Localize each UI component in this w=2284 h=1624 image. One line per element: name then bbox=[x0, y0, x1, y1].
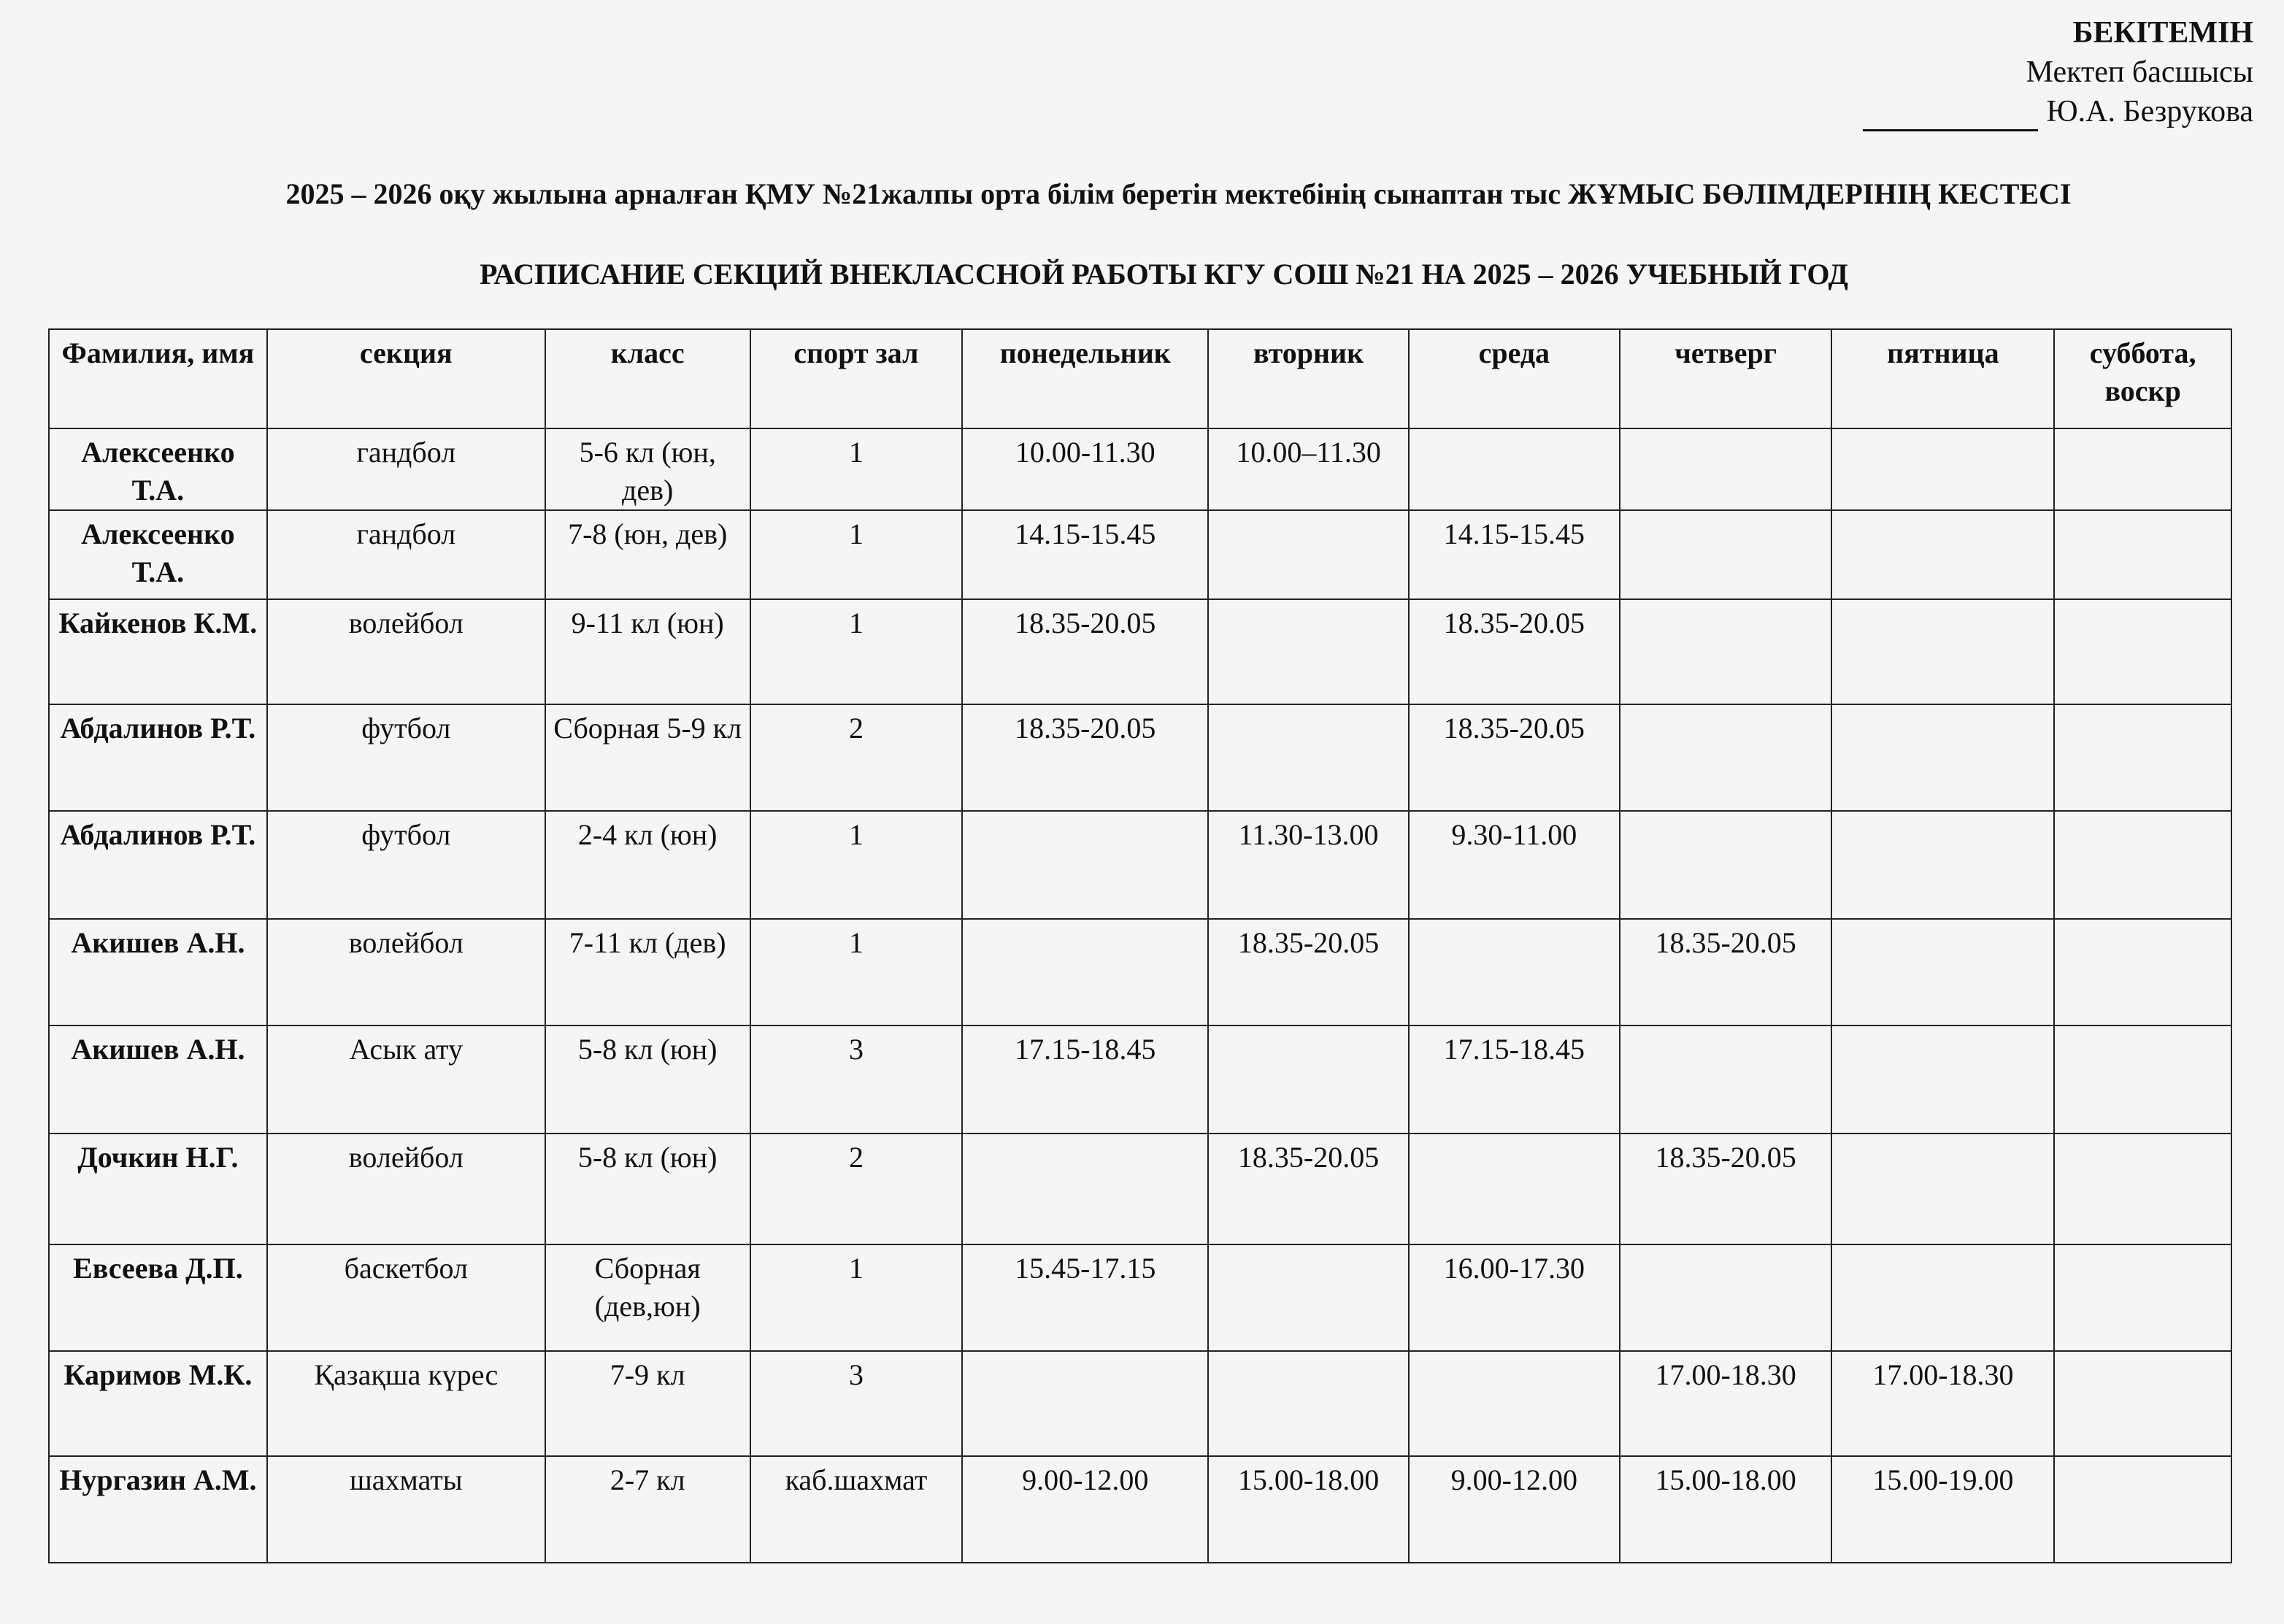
column-header-thursday: четверг bbox=[1620, 329, 1832, 428]
cell-name: Кайкенов К.М. bbox=[49, 599, 267, 704]
cell-wednesday: 18.35-20.05 bbox=[1409, 599, 1620, 704]
table-row bbox=[49, 1134, 2231, 1244]
cell-friday: 17.00-18.30 bbox=[1831, 1351, 2054, 1456]
table-row bbox=[49, 811, 2231, 919]
table-row bbox=[49, 599, 2231, 704]
cell-friday bbox=[1831, 919, 2054, 1025]
cell-class: 9-11 кл (юн) bbox=[545, 599, 750, 704]
cell-name: Каримов М.К. bbox=[49, 1351, 267, 1456]
cell-class: Сборная 5-9 кл bbox=[545, 704, 750, 811]
approval-title: БЕКІТЕМІН bbox=[2072, 16, 2253, 50]
cell-weekend bbox=[2054, 599, 2231, 704]
cell-gym: 1 bbox=[750, 811, 963, 919]
cell-section: гандбол bbox=[267, 428, 545, 510]
signature-line bbox=[1863, 103, 2038, 131]
cell-section: Қазақша күрес bbox=[267, 1351, 545, 1456]
column-header-wednesday: среда bbox=[1409, 329, 1620, 428]
cell-monday bbox=[962, 811, 1208, 919]
cell-wednesday: 14.15-15.45 bbox=[1409, 510, 1620, 599]
cell-class: Сборная (дев,юн) bbox=[545, 1244, 750, 1351]
cell-monday: 10.00-11.30 bbox=[962, 428, 1208, 510]
column-header-name: Фамилия, имя bbox=[49, 329, 267, 428]
cell-class: 5-8 кл (юн) bbox=[545, 1134, 750, 1244]
cell-tuesday: 10.00–11.30 bbox=[1208, 428, 1409, 510]
cell-friday: 15.00-19.00 bbox=[1831, 1456, 2054, 1563]
heading-russian: РАСПИСАНИЕ СЕКЦИЙ ВНЕКЛАССНОЙ РАБОТЫ КГУ СОШ №21 НА 2025 – 2026 УЧЕБНЫЙ ГОД bbox=[479, 258, 1849, 290]
cell-tuesday bbox=[1208, 1025, 1409, 1134]
cell-thursday bbox=[1620, 1025, 1832, 1134]
cell-weekend bbox=[2054, 1134, 2231, 1244]
cell-gym: каб.шахмат bbox=[750, 1456, 963, 1563]
cell-monday: 17.15-18.45 bbox=[962, 1025, 1208, 1134]
cell-wednesday bbox=[1409, 428, 1620, 510]
cell-monday: 9.00-12.00 bbox=[962, 1456, 1208, 1563]
cell-tuesday: 18.35-20.05 bbox=[1208, 919, 1409, 1025]
cell-name: Абдалинов Р.Т. bbox=[49, 811, 267, 919]
approval-block bbox=[1863, 13, 2254, 131]
cell-section: баскетбол bbox=[267, 1244, 545, 1351]
cell-tuesday: 15.00-18.00 bbox=[1208, 1456, 1409, 1563]
cell-tuesday bbox=[1208, 510, 1409, 599]
column-header-friday: пятница bbox=[1831, 329, 2054, 428]
cell-class: 7-8 (юн, дев) bbox=[545, 510, 750, 599]
cell-thursday: 15.00-18.00 bbox=[1620, 1456, 1832, 1563]
table-row bbox=[49, 1244, 2231, 1351]
column-header-weekend: суббота, воскр bbox=[2054, 329, 2231, 428]
cell-weekend bbox=[2054, 428, 2231, 510]
table-row bbox=[49, 704, 2231, 811]
cell-gym: 1 bbox=[750, 428, 963, 510]
cell-wednesday bbox=[1409, 919, 1620, 1025]
cell-tuesday bbox=[1208, 1244, 1409, 1351]
cell-friday bbox=[1831, 1025, 2054, 1134]
table-header-row bbox=[49, 329, 2231, 428]
cell-tuesday bbox=[1208, 1351, 1409, 1456]
table-row bbox=[49, 510, 2231, 599]
cell-monday bbox=[962, 1134, 1208, 1244]
schedule-table bbox=[48, 328, 2232, 1563]
column-header-section: секция bbox=[267, 329, 545, 428]
cell-class: 5-8 кл (юн) bbox=[545, 1025, 750, 1134]
cell-wednesday: 18.35-20.05 bbox=[1409, 704, 1620, 811]
cell-monday: 18.35-20.05 bbox=[962, 599, 1208, 704]
cell-wednesday bbox=[1409, 1351, 1620, 1456]
cell-section: футбол bbox=[267, 811, 545, 919]
cell-gym: 1 bbox=[750, 919, 963, 1025]
cell-name: Абдалинов Р.Т. bbox=[49, 704, 267, 811]
cell-wednesday: 9.30-11.00 bbox=[1409, 811, 1620, 919]
cell-friday bbox=[1831, 599, 2054, 704]
cell-wednesday: 16.00-17.30 bbox=[1409, 1244, 1620, 1351]
approval-signer: Ю.А. Безрукова bbox=[2046, 95, 2253, 128]
table-row bbox=[49, 1025, 2231, 1134]
cell-monday bbox=[962, 919, 1208, 1025]
cell-thursday bbox=[1620, 811, 1832, 919]
cell-friday bbox=[1831, 1134, 2054, 1244]
cell-thursday: 18.35-20.05 bbox=[1620, 1134, 1832, 1244]
cell-section: волейбол bbox=[267, 1134, 545, 1244]
cell-thursday: 18.35-20.05 bbox=[1620, 919, 1832, 1025]
cell-thursday bbox=[1620, 704, 1832, 811]
approval-signature bbox=[1863, 92, 2254, 131]
cell-gym: 3 bbox=[750, 1351, 963, 1456]
cell-section: волейбол bbox=[267, 599, 545, 704]
cell-weekend bbox=[2054, 1351, 2231, 1456]
cell-name: Акишев А.Н. bbox=[49, 919, 267, 1025]
approval-position: Мектеп басшысы bbox=[2026, 55, 2253, 89]
column-header-class: класс bbox=[545, 329, 750, 428]
cell-thursday bbox=[1620, 599, 1832, 704]
cell-gym: 2 bbox=[750, 1134, 963, 1244]
cell-class: 2-4 кл (юн) bbox=[545, 811, 750, 919]
cell-name: Алексеенко Т.А. bbox=[49, 510, 267, 599]
column-header-gym: спорт зал bbox=[750, 329, 963, 428]
cell-name: Евсеева Д.П. bbox=[49, 1244, 267, 1351]
cell-gym: 1 bbox=[750, 599, 963, 704]
table-row bbox=[49, 919, 2231, 1025]
cell-section: шахматы bbox=[267, 1456, 545, 1563]
cell-tuesday: 18.35-20.05 bbox=[1208, 1134, 1409, 1244]
cell-gym: 1 bbox=[750, 510, 963, 599]
cell-wednesday: 9.00-12.00 bbox=[1409, 1456, 1620, 1563]
cell-gym: 3 bbox=[750, 1025, 963, 1134]
table-row bbox=[49, 428, 2231, 510]
cell-friday bbox=[1831, 510, 2054, 599]
cell-monday: 14.15-15.45 bbox=[962, 510, 1208, 599]
cell-section: Асык ату bbox=[267, 1025, 545, 1134]
table-row bbox=[49, 1351, 2231, 1456]
cell-thursday bbox=[1620, 510, 1832, 599]
cell-thursday: 17.00-18.30 bbox=[1620, 1351, 1832, 1456]
cell-tuesday bbox=[1208, 599, 1409, 704]
cell-weekend bbox=[2054, 1025, 2231, 1134]
cell-class: 7-11 кл (дев) bbox=[545, 919, 750, 1025]
cell-weekend bbox=[2054, 1244, 2231, 1351]
cell-weekend bbox=[2054, 510, 2231, 599]
column-header-monday: понедельник bbox=[962, 329, 1208, 428]
cell-tuesday: 11.30-13.00 bbox=[1208, 811, 1409, 919]
cell-friday bbox=[1831, 704, 2054, 811]
cell-thursday bbox=[1620, 1244, 1832, 1351]
cell-weekend bbox=[2054, 811, 2231, 919]
cell-friday bbox=[1831, 428, 2054, 510]
heading-kazakh: 2025 – 2026 оқу жылына арналған ҚМУ №21жалпы орта білім беретін мектебінің сынаптан тыс ЖҰМЫС БӨЛІМДЕРІНІҢ КЕСТЕСІ bbox=[285, 177, 2072, 210]
cell-gym: 1 bbox=[750, 1244, 963, 1351]
cell-friday bbox=[1831, 1244, 2054, 1351]
cell-friday bbox=[1831, 811, 2054, 919]
cell-class: 5-6 кл (юн, дев) bbox=[545, 428, 750, 510]
cell-section: волейбол bbox=[267, 919, 545, 1025]
cell-name: Дочкин Н.Г. bbox=[49, 1134, 267, 1244]
cell-name: Алексеенко Т.А. bbox=[49, 428, 267, 510]
cell-tuesday bbox=[1208, 704, 1409, 811]
cell-name: Акишев А.Н. bbox=[49, 1025, 267, 1134]
column-header-tuesday: вторник bbox=[1208, 329, 1409, 428]
cell-weekend bbox=[2054, 704, 2231, 811]
cell-class: 7-9 кл bbox=[545, 1351, 750, 1456]
cell-section: футбол bbox=[267, 704, 545, 811]
cell-weekend bbox=[2054, 1456, 2231, 1563]
cell-name: Нургазин А.М. bbox=[49, 1456, 267, 1563]
cell-gym: 2 bbox=[750, 704, 963, 811]
cell-thursday bbox=[1620, 428, 1832, 510]
cell-weekend bbox=[2054, 919, 2231, 1025]
cell-monday: 15.45-17.15 bbox=[962, 1244, 1208, 1351]
cell-section: гандбол bbox=[267, 510, 545, 599]
cell-class: 2-7 кл bbox=[545, 1456, 750, 1563]
cell-wednesday: 17.15-18.45 bbox=[1409, 1025, 1620, 1134]
cell-wednesday bbox=[1409, 1134, 1620, 1244]
cell-monday: 18.35-20.05 bbox=[962, 704, 1208, 811]
table-row bbox=[49, 1456, 2231, 1563]
cell-monday bbox=[962, 1351, 1208, 1456]
